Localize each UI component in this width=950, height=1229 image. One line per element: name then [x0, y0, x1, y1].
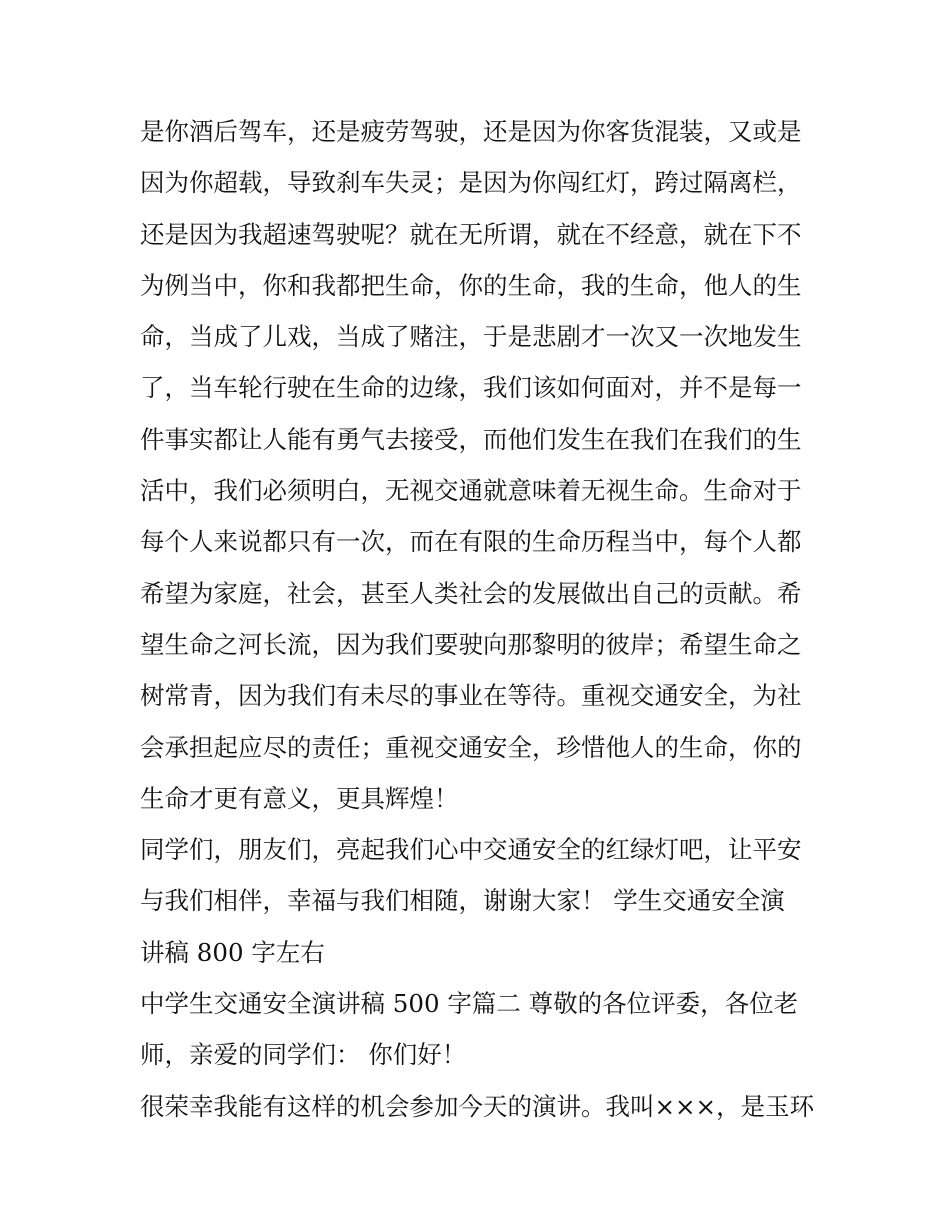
document-body — [140, 106, 820, 1132]
text-line: 树常青，因为我们有未尽的事业在等待。重视交通安全，为社 — [140, 681, 802, 711]
text-line: 每个人来说都只有一次，而在有限的生命历程当中，每个人都 — [140, 527, 802, 557]
text-line: 师，亲爱的同学们： 你们好！ — [140, 1040, 467, 1070]
text-line: 会承担起应尽的责任；重视交通安全，珍惜他人的生命，你的 — [140, 732, 802, 762]
text-line: 同学们，朋友们，亮起我们心中交通安全的红绿灯吧，让平安 — [140, 835, 802, 865]
text-line: 望生命之河长流，因为我们要驶向那黎明的彼岸；希望生命之 — [140, 629, 802, 659]
text-line: 与我们相伴，幸福与我们相随，谢谢大家！ 学生交通安全演 — [140, 886, 785, 916]
text-line: 为例当中，你和我都把生命，你的生命，我的生命，他人的生 — [140, 270, 802, 300]
text-line: 件事实都让人能有勇气去接受，而他们发生在我们在我们的生 — [140, 424, 802, 454]
text-line: 讲稿 800 字左右 — [140, 937, 325, 967]
text-line: 是你酒后驾车，还是疲劳驾驶，还是因为你客货混装，又或是 — [140, 117, 802, 146]
text-line: 还是因为我超速驾驶呢？就在无所谓，就在不经意，就在下不 — [140, 219, 802, 249]
text-line: 中学生交通安全演讲稿 500 字篇二 尊敬的各位评委，各位老 — [140, 989, 799, 1019]
text-line: 命，当成了儿戏，当成了赌注，于是悲剧才一次又一次地发生 — [140, 322, 802, 352]
text-line: 了，当车轮行驶在生命的边缘，我们该如何面对，并不是每一 — [140, 373, 802, 403]
text-line: 活中，我们必须明白，无视交通就意味着无视生命。生命对于 — [140, 476, 802, 506]
text-line: 很荣幸我能有这样的机会参加今天的演讲。我叫×××，是玉环 — [140, 1091, 815, 1121]
text-line: 希望为家庭，社会，甚至人类社会的发展做出自己的贡献。希 — [140, 578, 802, 608]
text-line: 因为你超载，导致刹车失灵；是因为你闯红灯，跨过隔离栏， — [140, 168, 802, 198]
text-line: 生命才更有意义，更具辉煌！ — [140, 783, 459, 813]
